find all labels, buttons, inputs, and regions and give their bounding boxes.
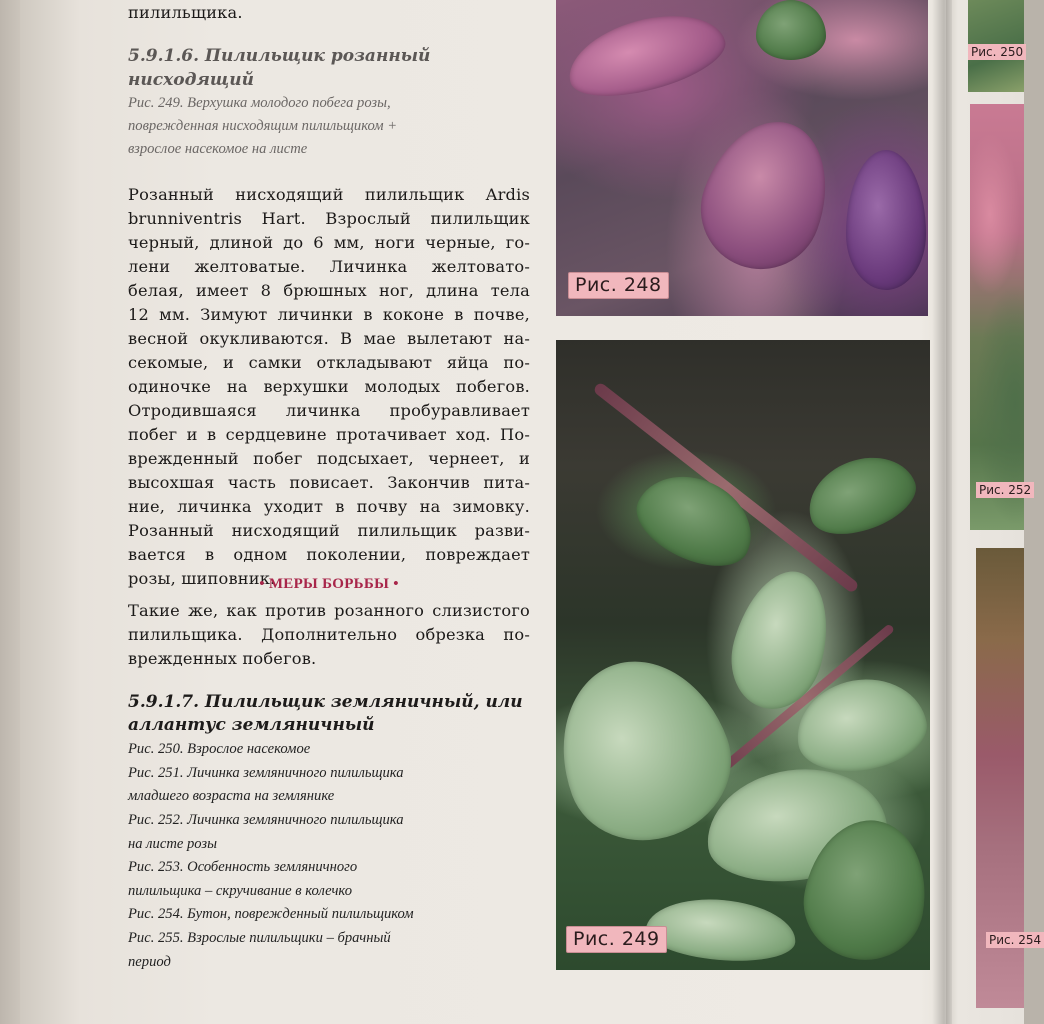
figure-caption-line: Рис. 249. Верхушка молодого побега розы, — [128, 95, 391, 111]
figure-caption-line: пилильщика – скручивание в колечко — [128, 883, 352, 899]
leaf-shape — [756, 0, 826, 60]
figure-caption-line: Рис. 254. Бутон, поврежденный пилильщиком — [128, 906, 414, 922]
book-gutter-shadow — [932, 0, 952, 1024]
figure-caption-line: поврежденная нисходящим пилильщиком + — [128, 118, 398, 134]
body-text-line: Розанный нисходящий пилильщик Ardis — [128, 185, 530, 204]
figure-caption-line: Рис. 250. Взрослое насекомое — [128, 741, 311, 757]
figure-label: Рис. 249 — [566, 926, 667, 953]
body-text-line: врежденный побег подсыхает, чернеет, и — [128, 449, 530, 468]
figure-label: Рис. 250 — [968, 44, 1026, 60]
figure-label: Рис. 254 — [986, 932, 1044, 948]
photo-figure-252-partial — [970, 104, 1032, 530]
photo-figure-250-partial — [968, 0, 1024, 92]
section-heading-line-1: 5.9.1.6. Пилильщик розанный — [128, 46, 431, 66]
control-measures-heading: • МЕРЫ БОРЬБЫ • — [259, 576, 399, 592]
body-text-line: одиночке на верхушки молодых побегов. — [128, 377, 530, 396]
figure-caption-line: Рис. 255. Взрослые пилильщики – брачный — [128, 930, 391, 946]
figure-caption-line: период — [128, 954, 171, 970]
photo-figure-254-partial — [976, 548, 1042, 1008]
figure-caption-line: Рис. 253. Особенность земляничного — [128, 859, 358, 875]
body-text-line: лени желтоватые. Личинка желтовато- — [128, 257, 530, 276]
body-text-line: белая, имеет 8 брюшных ног, длина тела — [128, 281, 530, 300]
measures-text-line: врежденных побегов. — [128, 649, 317, 668]
body-text-line: brunniventris Hart. Взрослый пилильщик — [128, 209, 530, 228]
figure-label: Рис. 248 — [568, 272, 669, 299]
figure-caption-line: на листе розы — [128, 836, 217, 852]
figure-label: Рис. 252 — [976, 482, 1034, 498]
figure-caption-line: взрослое насекомое на листе — [128, 141, 308, 157]
body-text-line: 12 мм. Зимуют личинки в коконе в почве, — [128, 305, 530, 324]
leaf-shape — [560, 0, 733, 109]
body-text-line: Отродившаяся личинка пробуравливает — [128, 401, 530, 420]
section-heading-line-1: 5.9.1.7. Пилильщик земляничный, или — [128, 692, 523, 712]
measures-text-line: пилильщика. Дополнительно обрезка по- — [128, 625, 530, 644]
body-text-line: побег и в сердцевине протачивает ход. По- — [128, 425, 530, 444]
leaf-shape — [625, 458, 768, 581]
body-text-line: вается в одном поколении, повреждает — [128, 545, 530, 564]
figure-caption-line: Рис. 251. Личинка земляничного пилильщика — [128, 765, 404, 781]
photo-figure-248 — [556, 0, 928, 316]
leaf-shape — [846, 150, 926, 290]
body-text-line: розы, шиповник. — [128, 569, 276, 588]
body-text-line: весной окукливаются. В мае вылетают на- — [128, 329, 530, 348]
measures-text-line: Такие же, как против розанного слизистого — [128, 601, 530, 620]
leaf-shape — [684, 104, 848, 286]
body-text-line: ние, личинка уходит в почву на зимовку. — [128, 497, 530, 516]
body-text-line: высохшая часть повисает. Закончив пита- — [128, 473, 530, 492]
body-text-line: черный, длиной до 6 мм, ноги черные, го- — [128, 233, 530, 252]
continued-text: пилильщика. — [128, 3, 243, 22]
body-text-line: Розанный нисходящий пилильщик разви- — [128, 521, 530, 540]
body-text-line: секомые, и самки откладывают яйца по- — [128, 353, 530, 372]
photo-figure-249 — [556, 340, 930, 970]
section-heading-line-2: аллантус земляничный — [128, 715, 375, 735]
figure-caption-line: Рис. 252. Личинка земляничного пилильщика — [128, 812, 404, 828]
leaf-shape — [644, 894, 799, 967]
leaf-shape — [797, 443, 924, 546]
figure-caption-line: младшего возраста на землянике — [128, 788, 335, 804]
section-heading-line-2: нисходящий — [128, 70, 254, 90]
